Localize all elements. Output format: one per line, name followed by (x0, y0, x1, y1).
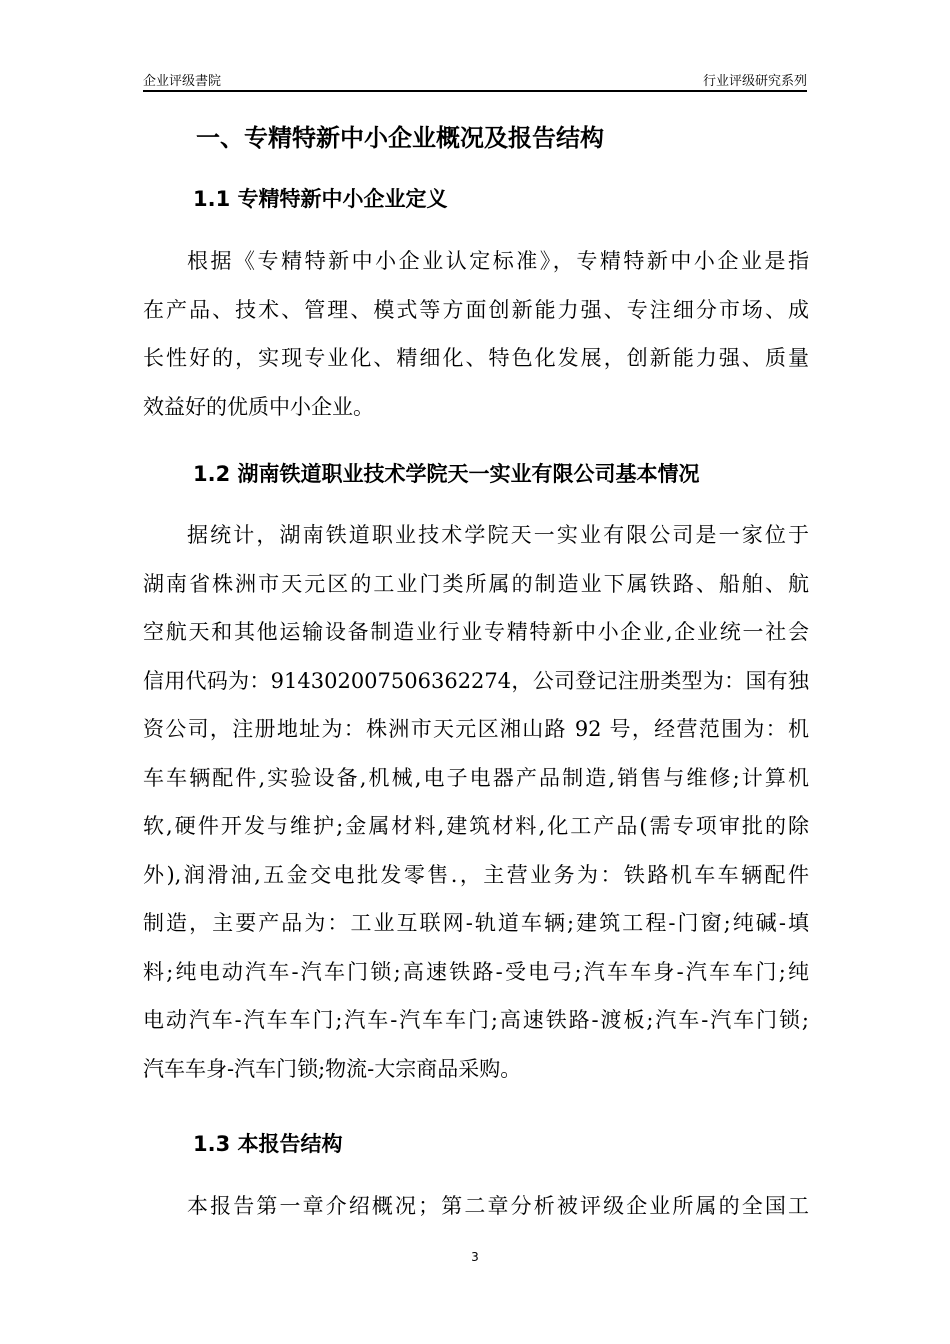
subsection-title-1-2: 1.2 湖南铁道职业技术学院天一实业有限公司基本情况 (193, 462, 700, 486)
paragraph-report-structure (143, 1182, 809, 1231)
page-header (143, 66, 807, 92)
subsection-title-1-3: 1.3 本报告结构 (193, 1132, 343, 1156)
paragraph-definition (143, 237, 809, 431)
subsection-title-1-1: 1.1 专精特新中小企业定义 (193, 187, 448, 211)
text-line: 在产品、技术、管理、模式等方面创新能力强、专注细分市场、成 (143, 297, 809, 322)
text-line: 据统计，湖南铁道职业技术学院天一实业有限公司是一家位于 (187, 523, 809, 547)
header-left-title: 企业评级書院 (143, 74, 222, 89)
text-line: 湖南省株洲市天元区的工业门类所属的制造业下属铁路、船舶、航 (143, 571, 809, 596)
text-line: 电动汽车-汽车车门;汽车-汽车车门;高速铁路-渡板;汽车-汽车门锁; (143, 1008, 809, 1032)
header-right-title: 行业评级研究系列 (702, 74, 807, 89)
text-line: 空航天和其他运输设备制造业行业专精特新中小企业,企业统一社会 (143, 620, 809, 644)
page-number: 3 (471, 1250, 479, 1264)
text-line: 制造，主要产品为：工业互联网-轨道车辆;建筑工程-门窗;纯碱-填 (143, 911, 809, 935)
text-line: 资公司，注册地址为：株洲市天元区湘山路 92 号，经营范围为：机 (143, 717, 809, 741)
text-line: 根据《专精特新中小企业认定标准》，专精特新中小企业是指 (187, 249, 809, 273)
text-line: 效益好的优质中小企业。 (143, 394, 374, 419)
text-line: 料;纯电动汽车-汽车门锁;高速铁路-受电弓;汽车车身-汽车车门;纯 (143, 959, 809, 984)
text-line: 长性好的，实现专业化、精细化、特色化发展，创新能力强、质量 (143, 346, 809, 370)
text-line: 本报告第一章介绍概况；第二章分析被评级企业所属的全国工 (187, 1194, 809, 1218)
paragraph-company-info (143, 511, 809, 1093)
text-line: 外),润滑油,五金交电批发零售.，主营业务为：铁路机车车辆配件 (143, 862, 809, 887)
text-line: 软,硬件开发与维护;金属材料,建筑材料,化工产品(需专项审批的除 (143, 814, 809, 838)
text-line: 汽车车身-汽车门锁;物流-大宗商品采购。 (143, 1056, 522, 1081)
section-title: 一、专精特新中小企业概况及报告结构 (196, 124, 604, 152)
text-line: 信用代码为：914302007506362274，公司登记注册类型为：国有独 (143, 668, 809, 693)
text-line: 车车辆配件,实验设备,机械,电子电器产品制造,销售与维修;计算机 (143, 765, 809, 790)
